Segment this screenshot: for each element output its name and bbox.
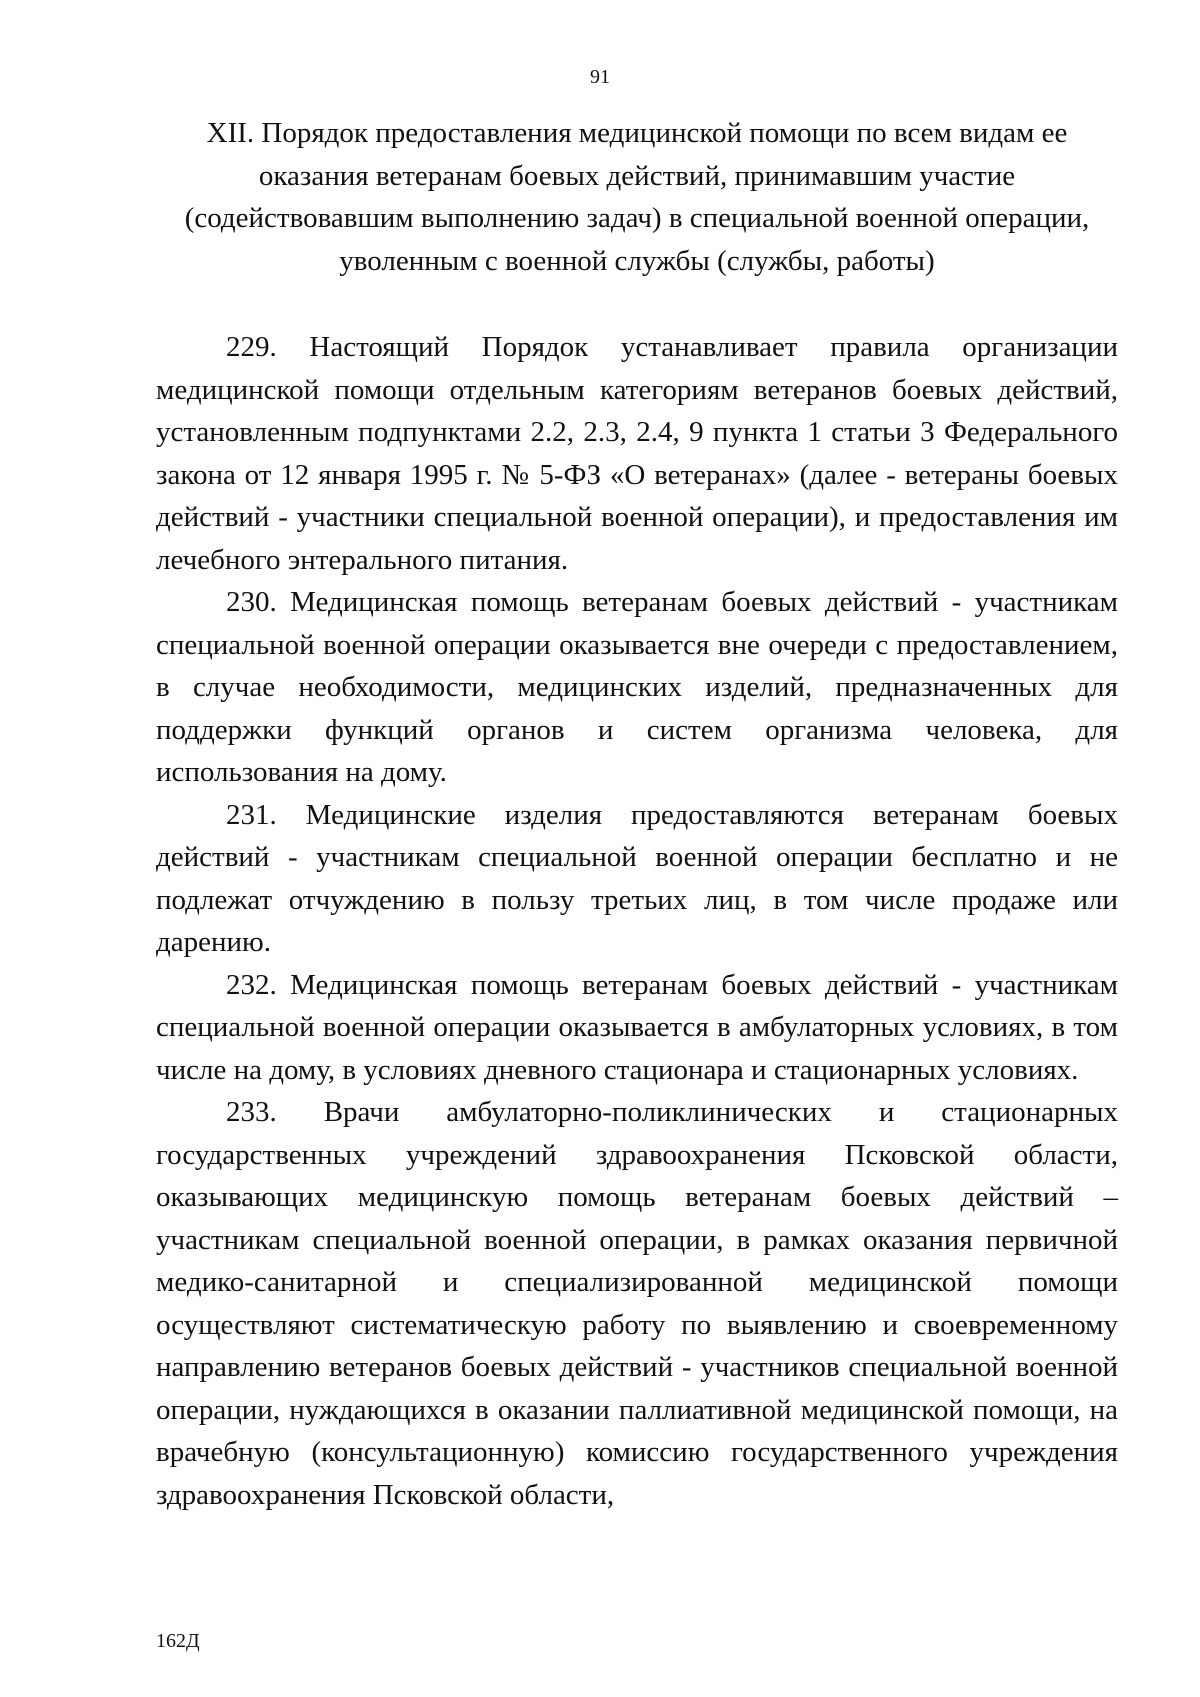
paragraph-233: 233. Врачи амбулаторно-поликлинических и стационарных государственных учреждений здравоохранения Псковской области, оказывающих медицинскую помощь ветеранам боевых действий – участникам специальной военной операции, в рамках оказания первичной медико-санитарной и специализированной медицинской помощи осуществляют систематическую работу по выявлению и своевременному направлению ветеранов боевых действий - участников специальной военной операции, нуждающихся в оказании паллиативной медицинской помощи, на врачебную (консультационную) комиссию государственного учреждения здравоохранения Псковской области, bbox=[156, 1096, 1118, 1511]
page-number: 91 bbox=[590, 66, 610, 88]
paragraph-230: 230. Медицинская помощь ветеранам боевых действий - участникам специальной военной операции оказывается вне очереди с предоставлением, в случае необходимости, медицинских изделий, предназначенных для поддержки функций органов и систем организма человека, для использования на дому. bbox=[156, 586, 1118, 788]
paragraph-232: 232. Медицинская помощь ветеранам боевых действий - участникам специальной военной операции оказывается в амбулаторных условиях, в том числе на дому, в условиях дневного стационара и стационарных условиях. bbox=[156, 968, 1118, 1086]
footer-document-code: 162Д bbox=[156, 1630, 200, 1652]
paragraph-231: 231. Медицинские изделия предоставляются ветеранам боевых действий - участникам специальной военной операции бесплатно и не подлежат отчуждению в пользу третьих лиц, в том числе продаже или дарению. bbox=[156, 798, 1118, 958]
section-title: XII. Порядок предоставления медицинской помощи по всем видам ее оказания ветеранам боевых действий, принимавшим участие (содействовавшим выполнению задач) в специальной военной операции, уволенным с военной службы (службы, работы) bbox=[184, 117, 1090, 277]
paragraph-229: 229. Настоящий Порядок устанавливает правила организации медицинской помощи отдельным категориям ветеранов боевых действий, установленным подпунктами 2.2, 2.3, 2.4, 9 пункта 1 статьи 3 Федерального закона от 12 января 1995 г. № 5-ФЗ «О ветеранах» (далее - ветераны боевых действий - участники специальной военной операции), и предоставления им лечебного энтерального питания. bbox=[156, 331, 1118, 576]
document-body bbox=[156, 326, 1118, 1516]
